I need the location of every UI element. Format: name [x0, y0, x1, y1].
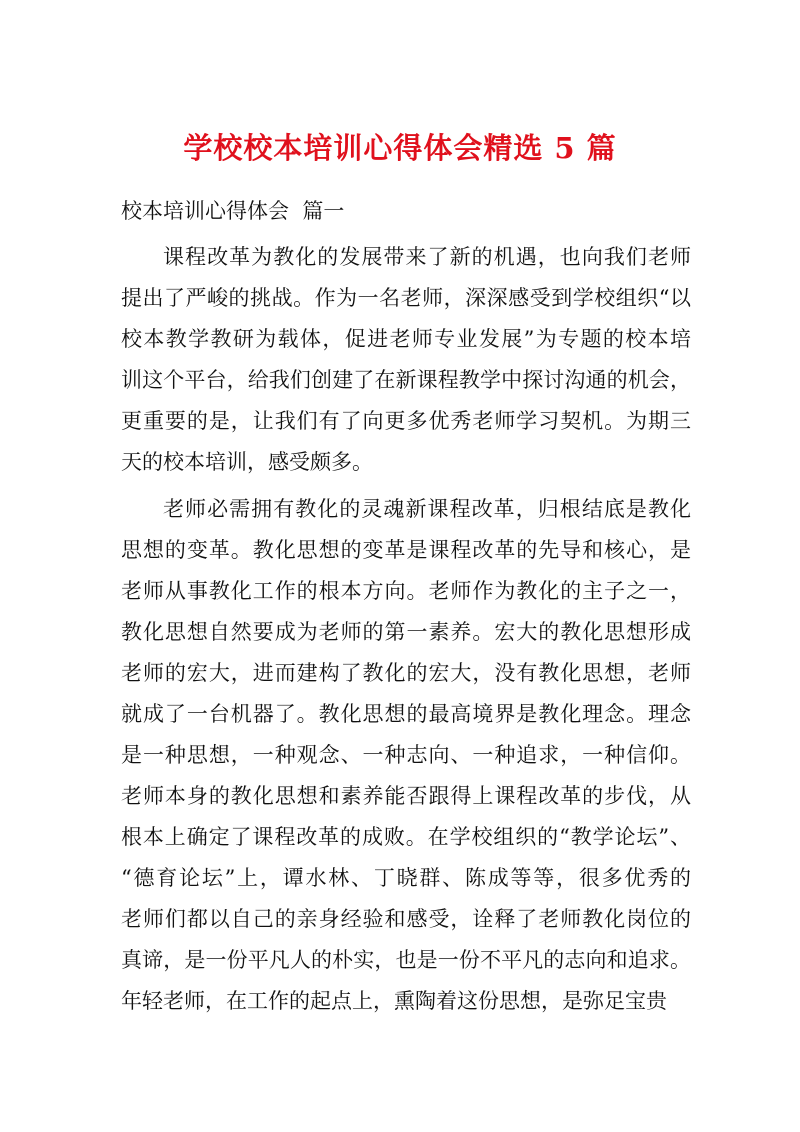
paragraph-2-line-4: 教化思想自然要成为老师的第一素养。宏大的教化思想形成 [121, 620, 691, 644]
document-title: 学校校本培训心得体会精选 5 篇 [183, 131, 617, 165]
paragraph-2-line-12: 真谛，是一份平凡人的朴实，也是一份不平凡的志向和追求。 [121, 948, 691, 972]
section-heading: 校本培训心得体会 篇一 [121, 199, 345, 223]
paragraph-2-line-5: 老师的宏大，进而建构了教化的宏大，没有教化思想，老师 [121, 661, 691, 685]
paragraph-2-line-9: 根本上确定了课程改革的成败。在学校组织的“教学论坛”、 [121, 825, 691, 849]
paragraph-1-line-6: 天的校本培训，感受颇多。 [121, 450, 373, 474]
paragraph-2-line-3: 老师从事教化工作的根本方向。老师作为教化的主子之一， [121, 579, 691, 603]
paragraph-2-line-11: 老师们都以自己的亲身经验和感受，诠释了老师教化岗位的 [121, 907, 691, 931]
paragraph-2-line-10: “德育论坛”上，谭水林、丁晓群、陈成等等，很多优秀的 [121, 866, 691, 890]
paragraph-2-line-2: 思想的变革。教化思想的变革是课程改革的先导和核心，是 [121, 538, 691, 562]
paragraph-2-line-1: 老师必需拥有教化的灵魂新课程改革，归根结底是教化 [163, 497, 691, 521]
paragraph-1-line-1: 课程改革为教化的发展带来了新的机遇，也向我们老师 [163, 245, 691, 269]
paragraph-2-line-13: 年轻老师，在工作的起点上，熏陶着这份思想，是弥足宝贵 [121, 989, 667, 1013]
paragraph-1-line-3: 校本教学教研为载体，促进老师专业发展”为专题的校本培 [121, 327, 691, 351]
paragraph-1-line-5: 更重要的是，让我们有了向更多优秀老师学习契机。为期三 [121, 409, 691, 433]
paragraph-2-line-6: 就成了一台机器了。教化思想的最高境界是教化理念。理念 [121, 702, 691, 726]
paragraph-2-line-7: 是一种思想，一种观念、一种志向、一种追求，一种信仰。 [121, 743, 691, 767]
paragraph-2-line-8: 老师本身的教化思想和素养能否跟得上课程改革的步伐，从 [121, 784, 691, 808]
paragraph-1-line-2: 提出了严峻的挑战。作为一名老师，深深感受到学校组织“以 [121, 286, 691, 310]
paragraph-1-line-4: 训这个平台，给我们创建了在新课程教学中探讨沟通的机会， [121, 368, 691, 392]
